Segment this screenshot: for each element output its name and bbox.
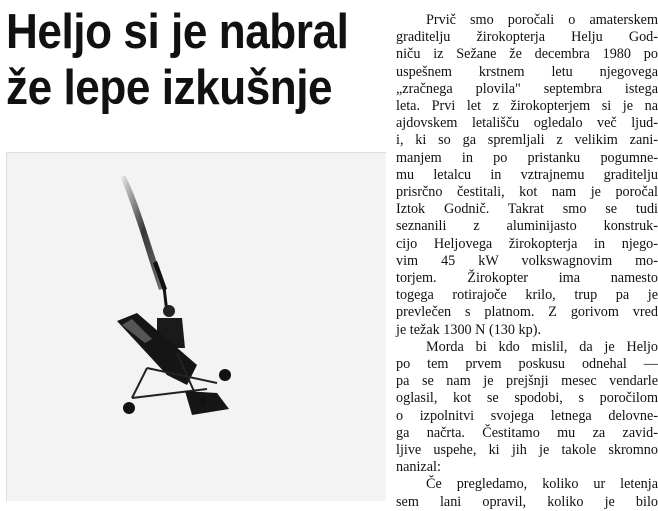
gyrocopter-photo (6, 152, 386, 501)
text-line: pa se nam je prejšnji mesec vendarle (396, 373, 658, 390)
text-line: oglasil, kot se spodobi, s poročilom (396, 390, 658, 407)
text-line: Morda bi kdo mislil, da je Heljo (426, 338, 658, 355)
text-line: manjem in po pristanku pogumne- (396, 149, 658, 166)
text-line: uspešnem krstnem letu njegovega (396, 63, 658, 80)
text-line: je težak 1300 N (130 kp). (396, 321, 541, 338)
text-line: „zračnega plovila" septembra istega (396, 80, 658, 97)
text-line: cijo Heljovega žirokopterja in njego- (396, 235, 658, 252)
paragraph-2 (396, 339, 658, 477)
text-line: po tem prvem poskusu odnehal — (396, 356, 658, 373)
text-line: prevlečen s platnom. Z gorivom vred (396, 304, 658, 321)
wheel-left (123, 402, 135, 414)
wheel-right (219, 369, 231, 381)
text-line: Iztok Godnič. Takrat smo se tudi (396, 201, 658, 218)
text-line: togega rotirajoče krilo, trup pa je (396, 287, 658, 304)
gyrocopter-image (7, 153, 386, 501)
pilot (163, 305, 175, 317)
headline-line-1: Heljo si je nabral (6, 5, 349, 59)
text-line: seznanili z aluminijasto konstruk- (396, 218, 658, 235)
text-line: vim 45 kW volkswagnovim mo- (396, 252, 658, 269)
article-body (396, 12, 658, 511)
headline-line-2: že lepe izkušnje (6, 61, 333, 115)
text-line: leta. Prvi let z žirokopterjem si je na (396, 98, 658, 115)
text-line: i, ki so ga spremljali z velikim zani- (396, 132, 658, 149)
text-line: prisrčno čestitali, kot nam je poročal (396, 184, 658, 201)
text-line: sem lani opravil, koliko je bilo (396, 493, 658, 510)
headline (6, 4, 355, 116)
text-line: graditelju žirokopterja Helju God- (396, 29, 658, 46)
text-line: ga načrta. Čestitamo mu za zavid- (396, 424, 658, 441)
text-line: Prvič smo poročali o amaterskem (426, 12, 658, 28)
text-line: ajdovskem letališču ogledalo več ljud- (396, 115, 658, 132)
text-line: Če pregledamo, koliko ur letenja (426, 476, 658, 493)
text-line: niču iz Sežane že decembra 1980 po (396, 46, 658, 63)
text-line: torjem. Žirokopter ima namesto (396, 270, 658, 287)
paragraph-1 (396, 12, 658, 339)
text-line: mu letalcu in vztrajnemu graditelju (396, 166, 658, 183)
text-line: ljive uspehe, ki jih je takole skromno (396, 442, 658, 459)
paragraph-3 (396, 476, 658, 510)
text-line: o izpolnitvi svojega letnega delovne- (396, 407, 658, 424)
text-line: nanizal: (396, 459, 441, 476)
